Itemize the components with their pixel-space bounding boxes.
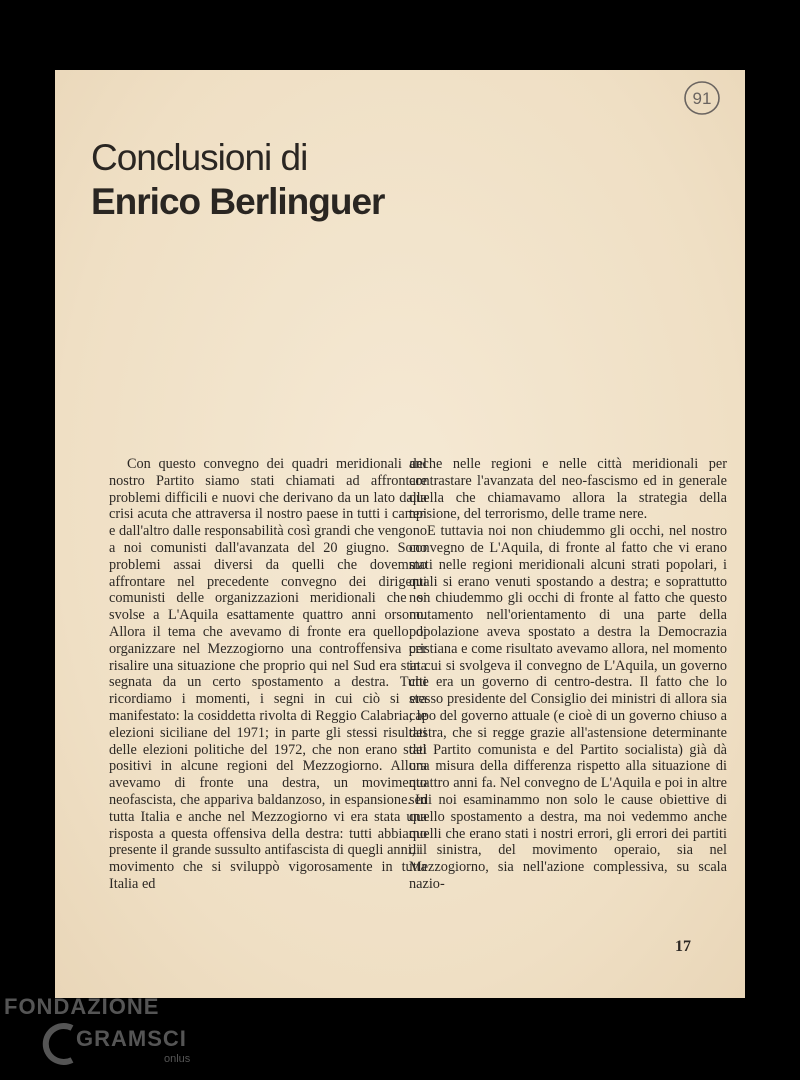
title-line-1: Conclusioni di <box>91 137 308 178</box>
logo-line-3: onlus <box>164 1053 191 1065</box>
logo-line-2: GRAMSCI <box>76 1026 187 1051</box>
page-number: 17 <box>675 938 691 955</box>
stamp-number: 91 <box>692 89 712 108</box>
title-line-2: Enrico Berlinguer <box>91 181 385 222</box>
left-column <box>109 456 427 893</box>
archive-stamp <box>682 78 722 118</box>
right-paragraph-1: E tuttavia noi non chiudemmo gli occhi, nel nostro convegno de L'Aquila, di fronte al fatto che vi erano stati nelle regioni meridionali alcuni strati popolari, i quali si erano venuti spostando a destra; e soprattutto non chiudemmo gli occhi di fronte al fatto che questo mutamento nell'orientamento di una parte della popolazione aveva spostato a destra la Democrazia cristiana e come risultato avevamo allora, nel momento in cui si svolgeva il convegno de L'Aquila, un governo che era un governo di centro-destra. Il fatto che lo stesso presidente del Consiglio dei ministri di allora sia capo del governo attuale (e cioè di un governo chiuso a destra, che si regge grazie all'astensione determinante del Partito comunista e del Partito socialista) già dà una misura della differenza rispetto alla situazione di quattro anni fa. Nel convegno de L'Aquila e poi in altre sedi noi esaminammo non solo le cause obiettive di quello spostamento a destra, ma noi vedemmo anche quelli che erano stati i nostri errori, gli errori dei partiti di sinistra, del movimento operaio, sia nel Mezzogiorno, sia nell'azione complessiva, su scala nazio- <box>409 523 727 892</box>
fondazione-gramsci-logo <box>4 990 204 1070</box>
article-title <box>91 136 651 224</box>
document-page <box>55 70 745 998</box>
logo-line-1: FONDAZIONE <box>4 994 160 1019</box>
right-paragraph-continuation: anche nelle regioni e nelle città meridionali per contrastare l'avanzata del neo-fascismo ed in generale quella che chiamavamo allora la strategia della tensione, del terrorismo, delle trame nere. <box>409 456 727 523</box>
right-column <box>409 456 727 893</box>
left-paragraph-1: Con questo convegno dei quadri meridionali del nostro Partito siamo stati chiamati ad affrontare problemi difficili e nuovi che derivano da un lato dalla crisi acuta che attraversa il nostro paese in tutti i campi e dall'altro dalle responsabilità così grandi che vengono a noi comunisti dall'avanzata del 20 giugno. Sono problemi assai diversi da quelli che dovemmo affrontare nel precedente convegno dei dirigenti comunisti delle organizzazioni meridionali che si svolse a L'Aquila esattamente quattro anni orsono. Allora il tema che avevamo di fronte era quello di organizzare nel Mezzogiorno una controffensiva per risalire una situazione che proprio qui nel Sud era stata segnata da un certo spostamento a destra. Tutti ricordiamo i momenti, i segni in cui ciò si era manifestato: la cosiddetta rivolta di Reggio Calabria; le elezioni siciliane del 1971; in parte gli stessi risultati delle elezioni politiche del 1972, che non erano stati positivi in alcune regioni del Mezzogiorno. Allora avevamo di fronte una destra, un movimento neofascista, che appariva baldanzoso, in espansione. In tutta Italia e anche nel Mezzogiorno vi era stata una risposta a questa offensiva della destra: tutti abbiamo presente il grande sussulto antifascista di quegli anni, il movimento che si sviluppò vigorosamente in tutta Italia ed <box>109 456 427 892</box>
logo-g-arc-icon <box>46 1026 72 1062</box>
